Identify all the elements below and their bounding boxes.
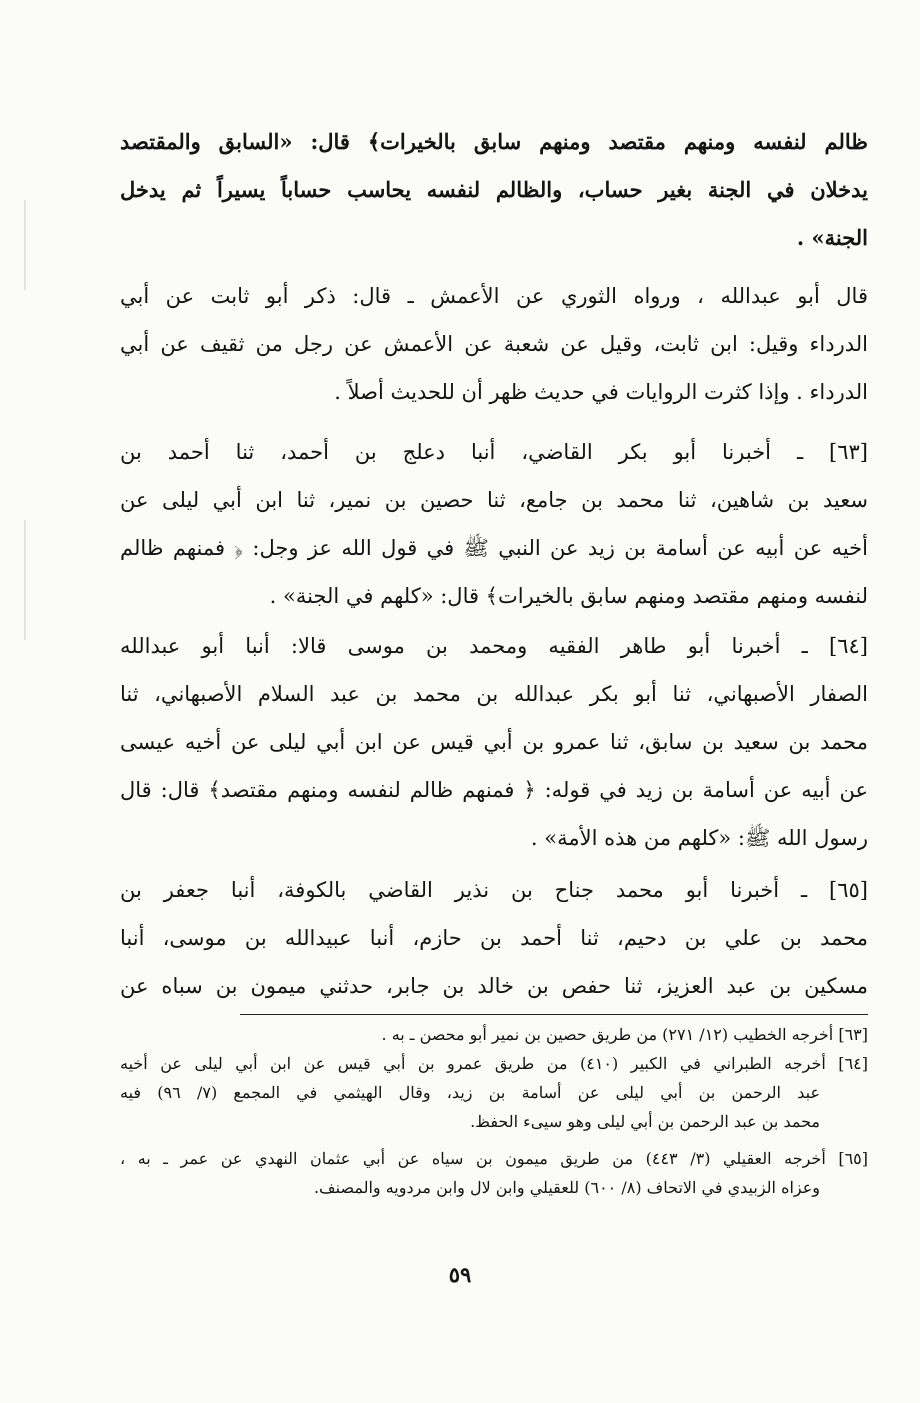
text-line: عن أبيه عن أسامة بن زيد في قوله: ﴿ فمنهم ظالم لنفسه ومنهم مقتصد﴾ قال: قال (120, 778, 868, 802)
text-line: محمد بن سعيد بن سابق، ثنا عمرو بن أبي قيس عن ابن أبي ليلى عن أخيه عيسى (120, 730, 868, 754)
text-line: ظالم لنفسه ومنهم مقتصد ومنهم سابق بالخيرات﴾ قال: «السابق والمقتصد (120, 129, 868, 154)
paragraph-continuation (120, 118, 868, 262)
text-line: قال أبو عبدالله ، ورواه الثوري عن الأعمش ـ قال: ذكر أبو ثابت عن أبي (120, 284, 868, 308)
text-line: سعيد بن شاهين، ثنا محمد بن جامع، ثنا حصين بن نمير، ثنا ابن أبي ليلى عن (120, 488, 868, 512)
footnote-64-continued: عبد الرحمن بن أبي ليلى عن أسامة بن زيد، وقال الهيثمي في المجمع (٧/ ٩٦) فيه (120, 1083, 820, 1102)
paragraph-hadith-64 (120, 622, 868, 862)
footnote-65: [٦٥] أخرجه العقيلي (٣/ ٤٤٣) من طريق ميمون بن سياه عن أبي عثمان النهدي عن عمر ـ به ، (120, 1149, 868, 1168)
paragraph-commentary (120, 272, 868, 416)
text-line: [٦٣] ـ أخبرنا أبو بكر القاضي، أنبا دعلج بن أحمد، ثنا أحمد بن (120, 440, 868, 464)
text-line: محمد بن علي بن دحيم، ثنا أحمد بن حازم، أنبا عبيدالله بن موسى، أنبا (120, 926, 868, 950)
paragraph-hadith-65 (120, 866, 868, 1010)
text-line: الجنة» . (796, 225, 868, 250)
text-line: الصفار الأصبهاني، ثنا أبو بكر عبدالله بن محمد بن عبد السلام الأصبهاني، ثنا (120, 682, 868, 706)
text-line: الدرداء وقيل: ابن ثابت، وقيل عن شعبة عن الأعمش عن رجل من ثقيف عن أبي (120, 332, 868, 356)
text-line: مسكين بن عبد العزيز، ثنا حفص بن خالد بن جابر، حدثني ميمون بن سباه عن (120, 974, 868, 998)
text-line: الدرداء . وإذا كثرت الروايات في حديث ظهر أن للحديث أصلاً . (334, 380, 868, 404)
scan-margin-shadow (24, 520, 26, 640)
footnote-64-continued: محمد بن عبد الرحمن بن أبي ليلى وهو سيىء الحفظ. (470, 1112, 820, 1131)
page-number: ٥٩ (448, 1262, 472, 1287)
text-line: [٦٤] ـ أخبرنا أبو طاهر الفقيه ومحمد بن موسى قالا: أنبا أبو عبدالله (120, 634, 868, 658)
text-line: أخيه عن أبيه عن أسامة بن زيد عن النبي ﷺ في قول الله عز وجل: ﴿ فمنهم ظالم (120, 536, 868, 560)
text-line: رسول الله ﷺ: «كلهم من هذه الأمة» . (530, 826, 868, 850)
footnote-64: [٦٤] أخرجه الطبراني في الكبير (٤١٠) من طريق عمرو بن أبي قيس عن ابن أبي ليلى عن أخيه (120, 1054, 868, 1073)
footnote-65-continued: وعزاه الزبيدي في الاتحاف (٨/ ٦٠٠) للعقيلي وابن لال وابن مردويه والمصنف. (313, 1178, 820, 1197)
scan-margin-shadow (24, 200, 26, 290)
text-line: [٦٥] ـ أخبرنا أبو محمد جناح بن نذير القاضي بالكوفة، أنبا جعفر بن (120, 878, 868, 902)
text-line: يدخلان في الجنة بغير حساب، والظالم لنفسه يحاسب حساباً يسيراً ثم يدخل (120, 177, 868, 202)
footnote-separator (240, 1014, 868, 1015)
text-line: لنفسه ومنهم مقتصد ومنهم سابق بالخيرات﴾ قال: «كلهم في الجنة» . (269, 584, 868, 608)
footnotes (120, 1020, 868, 1202)
paragraph-hadith-63 (120, 428, 868, 620)
footnote-63: [٦٣] أخرجه الخطيب (١٢/ ٢٧١) من طريق حصين بن نمير أبو محصن ـ به . (381, 1025, 868, 1044)
